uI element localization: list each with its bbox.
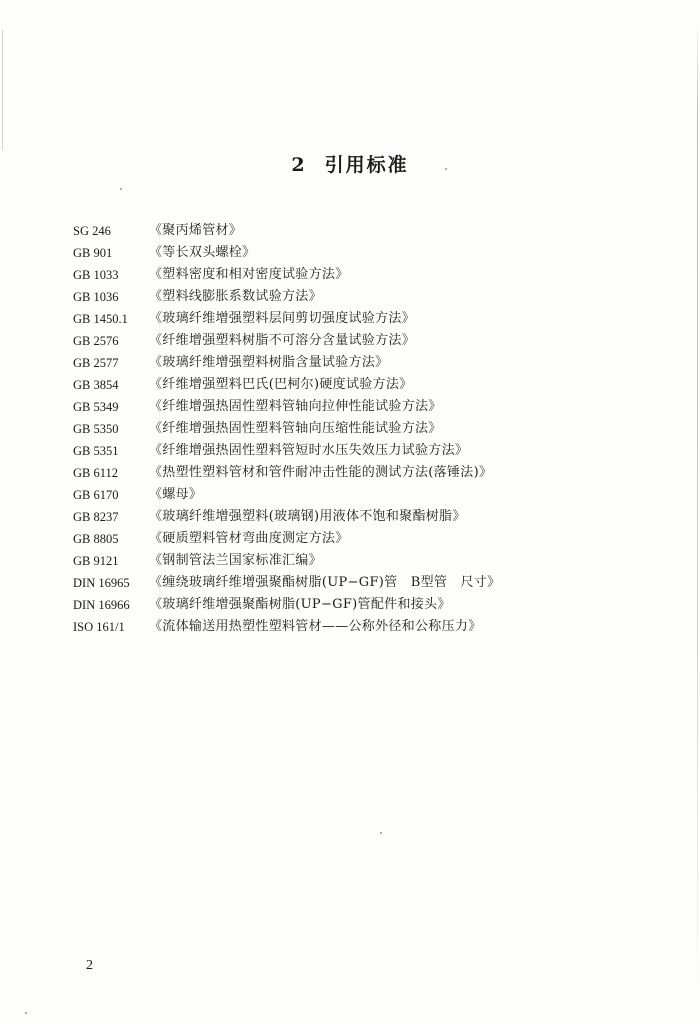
- reference-title: 《钢制管法兰国家标准汇编》: [149, 553, 322, 568]
- list-item: [73, 308, 673, 330]
- list-item: [73, 242, 673, 264]
- list-item: [73, 594, 673, 616]
- reference-code: GB 1033: [73, 268, 119, 282]
- list-item: [73, 330, 673, 352]
- list-item: [73, 286, 673, 308]
- reference-title: 《纤维增强热固性塑料管轴向拉伸性能试验方法》: [149, 399, 442, 414]
- list-item: [73, 418, 673, 440]
- reference-title: 《热塑性塑料管材和管件耐冲击性能的测试方法(落锤法)》: [149, 465, 493, 480]
- reference-code: GB 3854: [73, 378, 119, 392]
- list-item: [73, 572, 673, 594]
- reference-title: 《纤维增强塑料巴氏(巴柯尔)硬度试验方法》: [149, 377, 413, 392]
- reference-title: 《流体输送用热塑性塑料管材——公称外径和公称压力》: [149, 619, 482, 634]
- reference-title: 《塑料密度和相对密度试验方法》: [149, 267, 349, 282]
- list-item: [73, 528, 673, 550]
- reference-title: 《缠绕玻璃纤维增强聚酯树脂(UP−GF)管 B型管 尺寸》: [149, 575, 501, 590]
- reference-code: GB 8237: [73, 510, 119, 524]
- reference-title: 《塑料线膨胀系数试验方法》: [149, 289, 322, 304]
- reference-code: GB 2576: [73, 334, 119, 348]
- reference-code: GB 6112: [73, 466, 119, 480]
- scan-edge-left: [2, 30, 3, 150]
- reference-title: 《等长双头螺栓》: [149, 245, 256, 260]
- list-item: [73, 352, 673, 374]
- list-item: [73, 616, 673, 638]
- section-number: 2: [291, 154, 307, 176]
- list-item: [73, 550, 673, 572]
- reference-code: GB 5349: [73, 400, 119, 414]
- scan-speck: [380, 832, 382, 834]
- list-item: [73, 506, 673, 528]
- reference-code: ISO 161/1: [73, 620, 125, 634]
- reference-code: SG 246: [73, 224, 111, 238]
- reference-list: [73, 220, 673, 638]
- reference-title: 《玻璃纤维增强塑料层间剪切强度试验方法》: [149, 311, 416, 326]
- scan-speck: [25, 1012, 27, 1014]
- reference-title: 《玻璃纤维增强塑料(玻璃钢)用液体不饱和聚酯树脂》: [149, 509, 466, 524]
- reference-title: 《聚丙烯管材》: [149, 223, 243, 238]
- reference-code: GB 5351: [73, 444, 119, 458]
- scan-speck: [445, 168, 447, 170]
- reference-code: DIN 16966: [73, 598, 130, 612]
- reference-code: DIN 16965: [73, 576, 130, 590]
- reference-title: 《螺母》: [149, 487, 203, 502]
- list-item: [73, 264, 673, 286]
- reference-title: 《硬质塑料管材弯曲度测定方法》: [149, 531, 349, 546]
- section-title: 引用标准: [324, 154, 409, 176]
- reference-title: 《纤维增强热固性塑料管短时水压失效压力试验方法》: [149, 443, 469, 458]
- section-heading: [0, 150, 700, 177]
- reference-title: 《玻璃纤维增强塑料树脂含量试验方法》: [149, 355, 389, 370]
- list-item: [73, 462, 673, 484]
- list-item: [73, 220, 673, 242]
- reference-title: 《玻璃纤维增强聚酯树脂(UP−GF)管配件和接头》: [149, 597, 451, 612]
- reference-code: GB 8805: [73, 532, 119, 546]
- list-item: [73, 484, 673, 506]
- reference-code: GB 9121: [73, 554, 119, 568]
- reference-code: GB 901: [73, 246, 113, 260]
- list-item: [73, 396, 673, 418]
- list-item: [73, 374, 673, 396]
- reference-title: 《纤维增强塑料树脂不可溶分含量试验方法》: [149, 333, 416, 348]
- reference-code: GB 2577: [73, 356, 119, 370]
- list-item: [73, 440, 673, 462]
- reference-code: GB 1036: [73, 290, 119, 304]
- scan-speck: [120, 188, 122, 190]
- reference-code: GB 5350: [73, 422, 119, 436]
- reference-code: GB 1450.1: [73, 312, 128, 326]
- reference-title: 《纤维增强热固性塑料管轴向压缩性能试验方法》: [149, 421, 442, 436]
- page-number: 2: [86, 958, 93, 973]
- reference-code: GB 6170: [73, 488, 119, 502]
